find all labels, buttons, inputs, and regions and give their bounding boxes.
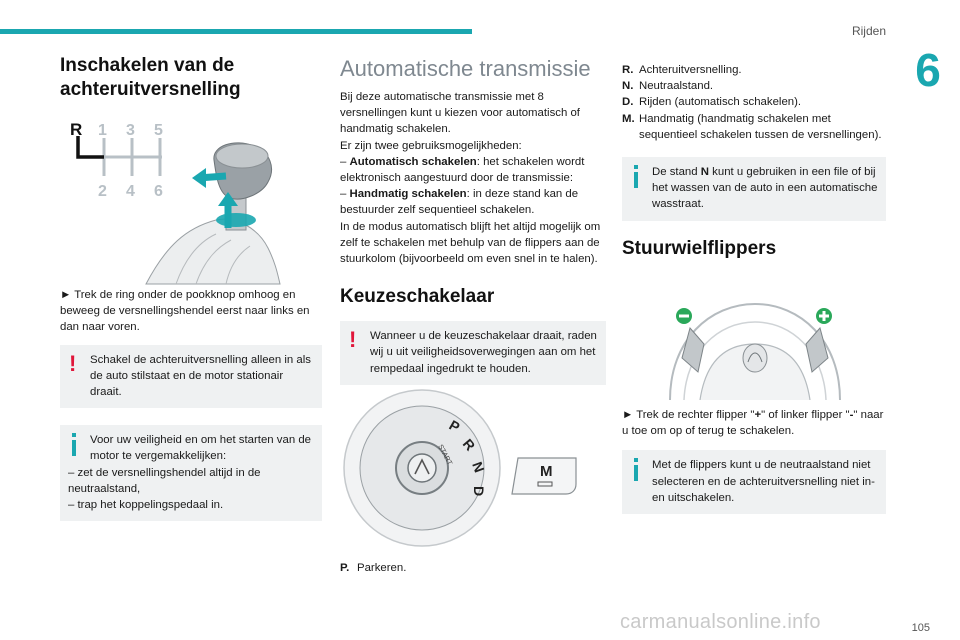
def-value: Parkeren.	[357, 562, 407, 574]
dial-letter-n: N	[469, 459, 488, 475]
flippers-body	[622, 407, 886, 514]
gear-label-2: 2	[98, 183, 107, 200]
selector-title: Keuzeschakelaar	[340, 286, 495, 308]
def-key: R.	[622, 64, 634, 76]
automatic-note: In de modus automatisch blijft het altijd mogelijk om zelf te schakelen met behulp van de flippers aan de stuurkolom (bijvoorbeeld om even snel in te halen).	[340, 220, 601, 266]
flippers-instruction-post: " naar u toe om op of terug te schakelen.	[622, 409, 884, 438]
automatic-transmission-title: Automatische transmissie	[340, 56, 591, 81]
def-item	[622, 111, 886, 143]
gear-label-3: 3	[126, 122, 135, 139]
def-key: N.	[622, 80, 634, 93]
page-number: 105	[911, 622, 930, 634]
header-accent-bar	[0, 29, 472, 34]
watermark: carmanualsonline.info	[620, 611, 821, 633]
warning-icon: !	[349, 327, 357, 353]
def-value: Achteruitversnelling.	[639, 64, 742, 76]
gear-label-r: R	[70, 120, 83, 139]
flippers-instruction	[622, 407, 886, 439]
mode-1-label: Automatisch schakelen	[349, 155, 477, 168]
reverse-gear-info-line-3: – trap het koppelingspedaal in.	[68, 499, 224, 512]
m-button-label: M	[540, 463, 553, 480]
dial-letter-r: R	[459, 435, 479, 454]
column-automatic-transmission	[340, 55, 606, 385]
flippers-title: Stuurwielflippers	[622, 237, 777, 259]
neutral-info-post: kunt u gebruiken in een file of bij het wassen van de auto in een automatische wasstraat.	[652, 166, 878, 211]
gear-shift-illustration	[66, 116, 306, 286]
column-flippers	[622, 62, 886, 261]
reverse-gear-warning-text: Schakel de achteruitversnelling alleen in als de auto stilstaat en de motor stationair draait.	[90, 353, 311, 399]
selector-positions-list	[622, 62, 886, 143]
warning-icon: !	[69, 350, 77, 376]
info-icon	[69, 433, 79, 455]
reverse-gear-info-line-2: – zet de versnellingshendel altijd in de neutraalstand,	[68, 466, 261, 495]
def-item	[622, 94, 886, 110]
neutral-info-text	[630, 164, 878, 213]
dial-letter-p: P	[446, 416, 463, 436]
flippers-instruction-mid: " of linker flipper "	[761, 409, 850, 421]
dial-letter-d: D	[471, 486, 487, 497]
mode-1-text: : het schakelen wordt elektronisch aangestuurd door de transmissie:	[340, 155, 585, 185]
def-item	[340, 560, 606, 576]
selector-legend	[340, 560, 606, 576]
def-key: P.	[340, 562, 350, 574]
def-value: Neutraalstand.	[639, 80, 714, 93]
plus-symbol: +	[754, 409, 762, 421]
dial-start-label: START	[436, 443, 453, 467]
def-key: M.	[622, 112, 635, 125]
mode-2-dash: –	[340, 188, 350, 201]
neutral-info-pre: De stand	[652, 166, 701, 179]
flippers-instruction-pre: ► Trek de rechter flipper "	[622, 409, 755, 421]
mode-1-dash: –	[340, 155, 350, 168]
gear-label-4: 4	[126, 183, 135, 200]
selector-warning	[340, 321, 606, 385]
chapter-number: 6	[915, 44, 941, 96]
def-item	[622, 62, 886, 78]
info-icon	[631, 165, 641, 187]
gear-label-5: 5	[154, 122, 163, 139]
automatic-intro-text: Bij deze automatische transmissie met 8 versnellingen kunt u kiezen voor automatisch of handmatig schakelen.	[340, 91, 580, 136]
gear-label-1: 1	[98, 122, 107, 139]
mode-2-text: : in deze stand kan de bestuurder zelf sequentieel schakelen.	[340, 188, 579, 217]
reverse-gear-instruction: ► Trek de ring onder de pookknop omhoog en beweeg de versnellingshendel eerst naar links en dan naar voren.	[60, 289, 310, 334]
neutral-info-bold: N	[700, 166, 709, 179]
selector-warning-text: Wanneer u de keuzeschakelaar draait, raden wij u uit veiligheidsoverwegingen aan om het rempedaal ingedrukt te houden.	[370, 330, 597, 375]
minus-symbol: -	[849, 409, 854, 421]
flippers-info-text: Met de flippers kunt u de neutraalstand niet selecteren en de achteruitversnelling niet in- en uitschakelen.	[652, 459, 875, 504]
automatic-intro	[340, 89, 606, 267]
def-key: D.	[622, 96, 634, 109]
section-title: Rijden	[851, 24, 886, 38]
column-reverse-gear-body	[60, 287, 322, 521]
gear-label-6: 6	[154, 183, 163, 200]
reverse-gear-info-line-1: Voor uw veiligheid en om het starten van de motor te vergemakkelijken:	[90, 434, 311, 463]
steering-flippers-illustration	[660, 300, 850, 400]
def-item	[622, 78, 886, 94]
reverse-gear-warning	[60, 345, 322, 409]
reverse-gear-title: Inschakelen van de achteruitversnelling	[60, 55, 241, 100]
neutral-info	[622, 157, 886, 221]
column-reverse-gear	[60, 54, 322, 102]
def-value: Handmatig (handmatig schakelen met sequentieel schakelen tussen de versnellingen).	[639, 112, 882, 141]
mode-2-label: Handmatig schakelen	[349, 188, 467, 201]
automatic-modes-lead: Er zijn twee gebruiksmogelijkheden:	[340, 139, 522, 152]
reverse-gear-info	[60, 425, 322, 521]
gear-selector-dial-illustration	[340, 384, 606, 552]
def-value: Rijden (automatisch schakelen).	[639, 96, 802, 109]
info-icon	[631, 458, 641, 480]
flippers-info	[622, 450, 886, 514]
